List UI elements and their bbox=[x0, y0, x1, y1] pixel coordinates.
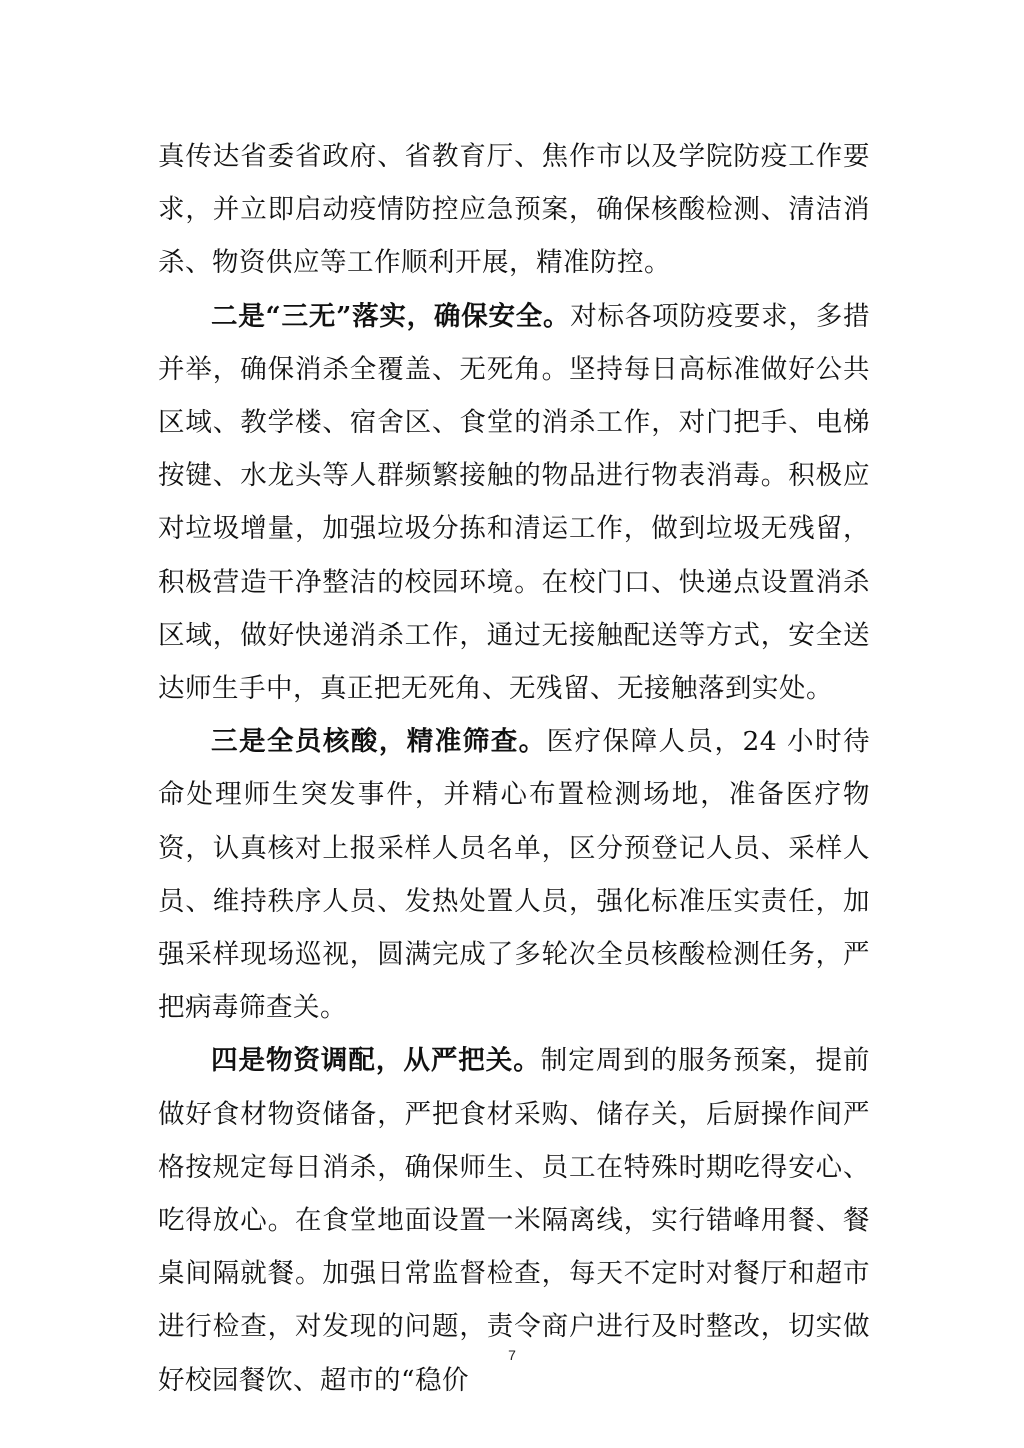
paragraph-2 bbox=[158, 290, 870, 716]
paragraph-1 bbox=[158, 130, 870, 290]
paragraph-3-lead: 三是全员核酸，精准筛查。 bbox=[211, 726, 547, 758]
page-number: 7 bbox=[508, 1347, 516, 1363]
paragraph-2-lead: 二是“三无”落实，确保安全。 bbox=[211, 300, 571, 332]
paragraph-3 bbox=[158, 715, 870, 1034]
paragraph-3-text: 医疗保障人员，24 小时待命处理师生突发事件，并精心布置检测场地，准备医疗物资，认真核对上报采样人员名单，区分预登记人员、采样人员、维持秩序人员、发热处置人员，强化标准压实责任，加强采样现场巡视，圆满完成了多轮次全员核酸检测任务，严把病毒筛查关。 bbox=[158, 726, 871, 1024]
paragraph-1-text: 真传达省委省政府、省教育厅、焦作市以及学院防疫工作要求，并立即启动疫情防控应急预案，确保核酸检测、清洁消杀、物资供应等工作顺利开展，精准防控。 bbox=[158, 141, 870, 279]
paragraph-4-text: 制定周到的服务预案，提前做好食材物资储备，严把食材采购、储存关，后厨操作间严格按规定每日消杀，确保师生、员工在特殊时期吃得安心、吃得放心。在食堂地面设置一米隔离线，实行错峰用餐、餐桌间隔就餐。加强日常监督检查，每天不定时对餐厅和超市进行检查，对发现的问题，责令商户进行及时整改，切实做好校园餐饮、超市的“稳价 bbox=[158, 1045, 871, 1396]
paragraph-4-lead: 四是物资调配，从严把关。 bbox=[211, 1045, 541, 1077]
paragraph-2-text: 对标各项防疫要求，多措并举，确保消杀全覆盖、无死角。坚持每日高标准做好公共区域、教学楼、宿舍区、食堂的消杀工作，对门把手、电梯按键、水龙头等人群频繁接触的物品进行物表消毒。积极应对垃圾增量，加强垃圾分拣和清运工作，做到垃圾无残留，积极营造干净整洁的校园环境。在校门口、快递点设置消杀区域，做好快递消杀工作，通过无接触配送等方式，安全送达师生手中，真正把无死角、无残留、无接触落到实处。 bbox=[158, 300, 870, 705]
body-text bbox=[158, 130, 870, 1407]
